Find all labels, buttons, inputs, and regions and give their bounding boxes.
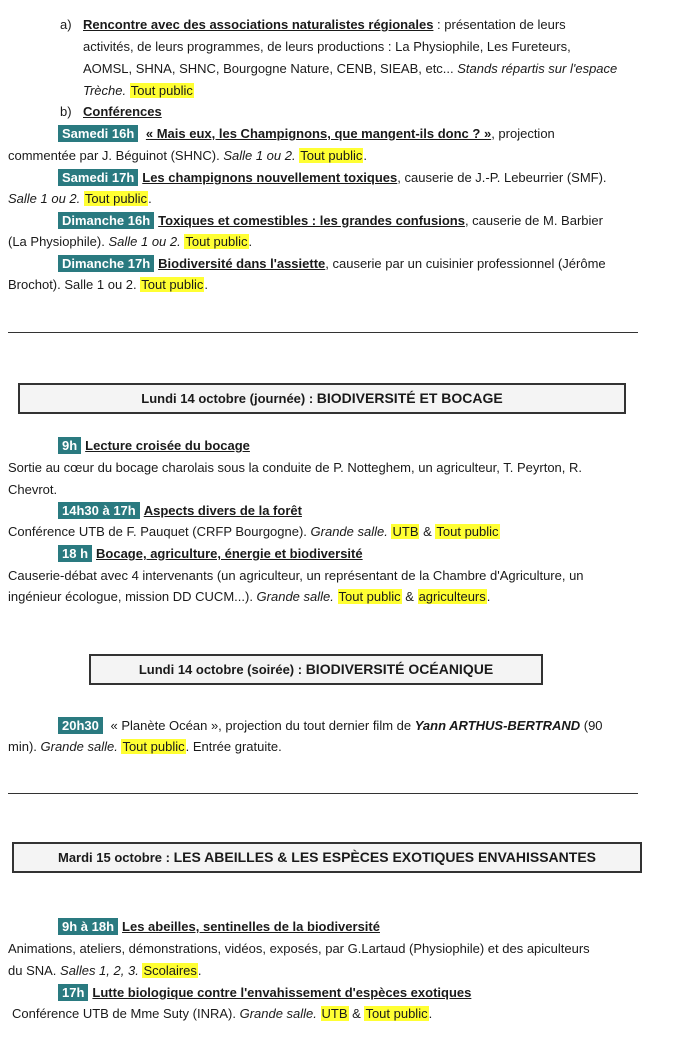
event-detail: min). Grande salle. Tout public. Entrée gratuite. bbox=[8, 739, 282, 754]
conference-title: Toxiques et comestibles : les grandes confusions bbox=[158, 213, 465, 228]
event-title: Bocage, agriculture, énergie et biodiversité bbox=[96, 546, 363, 561]
time-tag: Samedi 16h bbox=[58, 125, 138, 142]
time-tag: 9h bbox=[58, 437, 81, 454]
conference-line: Samedi 17h Les champignons nouvellement toxiques, causerie de J.-P. Lebeurrier (SMF). bbox=[58, 169, 607, 187]
conference-line: Dimanche 16h Toxiques et comestibles : les grandes confusions, causerie de M. Barbier bbox=[58, 212, 603, 230]
section-a-line3: AOMSL, SHNA, SHNC, Bourgogne Nature, CENB, SIEAB, etc... Stands répartis sur l'espace bbox=[83, 61, 618, 76]
event-title: Les abeilles, sentinelles de la biodiversité bbox=[122, 919, 380, 934]
event-detail: du SNA. Salles 1, 2, 3. Scolaires. bbox=[8, 963, 202, 978]
event-detail: Chevrot. bbox=[8, 482, 58, 497]
conference-detail: Brochot). Salle 1 ou 2. Tout public. bbox=[8, 277, 209, 292]
event-detail: Animations, ateliers, démonstrations, vidéos, exposés, par G.Lartaud (Physiophile) et des apiculteurs bbox=[8, 941, 590, 956]
audience-badge: Tout public bbox=[84, 191, 148, 206]
section-a-line4: Trèche. Tout public bbox=[83, 83, 193, 98]
day-header-box: Lundi 14 octobre (journée) : BIODIVERSITÉ ET BOCAGE bbox=[18, 383, 626, 414]
conference-title: Biodiversité dans l'assiette bbox=[158, 256, 326, 271]
conference-title: « Mais eux, les Champignons, que mangent-ils donc ? » bbox=[145, 126, 492, 141]
section-b-title: Conférences bbox=[83, 104, 162, 119]
audience-badge: Tout public bbox=[365, 1006, 428, 1021]
event-detail: ingénieur écologue, mission DD CUCM...). Grande salle. Tout public & agriculteurs. bbox=[8, 589, 491, 604]
divider bbox=[8, 793, 638, 794]
section-a-line2: activités, de leurs programmes, de leurs productions : La Physiophile, Les Fureteurs, bbox=[83, 39, 571, 54]
time-tag: 20h30 bbox=[58, 717, 103, 734]
audience-badge: Tout public bbox=[122, 739, 185, 754]
time-tag: Dimanche 16h bbox=[58, 212, 154, 229]
section-a-label: a) bbox=[60, 17, 72, 32]
event-detail: Conférence UTB de Mme Suty (INRA). Grande salle. UTB & Tout public. bbox=[12, 1006, 433, 1021]
event-title: Aspects divers de la forêt bbox=[143, 503, 302, 518]
audience-badge: Scolaires bbox=[143, 963, 197, 978]
day-header-box: Lundi 14 octobre (soirée) : BIODIVERSITÉ OCÉANIQUE bbox=[89, 654, 543, 685]
conference-line: Samedi 16h « Mais eux, les Champignons, que mangent-ils donc ? », projection bbox=[58, 125, 555, 143]
audience-badge: Tout public bbox=[141, 277, 204, 292]
event-title: Lutte biologique contre l'envahissement d'espèces exotiques bbox=[92, 985, 472, 1000]
time-tag: 18 h bbox=[58, 545, 92, 562]
audience-badge: Tout public bbox=[185, 234, 248, 249]
event-detail: Causerie-débat avec 4 intervenants (un agriculteur, un représentant de la Chambre d'Agriculture, un bbox=[8, 568, 584, 583]
conference-title: Les champignons nouvellement toxiques bbox=[142, 170, 398, 185]
audience-badge: Tout public bbox=[436, 524, 499, 539]
audience-badge: Tout public bbox=[300, 148, 363, 163]
event-detail: Conférence UTB de F. Pauquet (CRFP Bourgogne). Grande salle. UTB & Tout public bbox=[8, 524, 499, 539]
audience-badge: UTB bbox=[392, 524, 419, 539]
conference-detail: Salle 1 ou 2. Tout public. bbox=[8, 191, 152, 206]
conference-line: Dimanche 17h Biodiversité dans l'assiette, causerie par un cuisinier professionnel (Jérôme bbox=[58, 255, 606, 273]
event-title: Lecture croisée du bocage bbox=[85, 438, 250, 453]
event-line bbox=[58, 437, 250, 455]
section-a-title: Rencontre avec des associations naturalistes régionales bbox=[83, 17, 434, 32]
event-line bbox=[58, 918, 380, 936]
section-b-label: b) bbox=[60, 104, 72, 119]
time-tag: Dimanche 17h bbox=[58, 255, 154, 272]
time-tag: Samedi 17h bbox=[58, 169, 138, 186]
conference-detail: (La Physiophile). Salle 1 ou 2. Tout public. bbox=[8, 234, 253, 249]
event-detail: Sortie au cœur du bocage charolais sous la conduite de P. Notteghem, un agriculteur, T. Peyrton, R. bbox=[8, 460, 583, 475]
event-line: 20h30 « Planète Océan », projection du tout dernier film de Yann ARTHUS-BERTRAND (90 bbox=[58, 717, 603, 735]
day-header-box: Mardi 15 octobre : LES ABEILLES & LES ESPÈCES EXOTIQUES ENVAHISSANTES bbox=[12, 842, 642, 873]
audience-badge: Tout public bbox=[130, 83, 193, 98]
audience-badge: agriculteurs bbox=[418, 589, 486, 604]
conference-detail: commentée par J. Béguinot (SHNC). Salle 1 ou 2. Tout public. bbox=[8, 148, 367, 163]
time-tag: 14h30 à 17h bbox=[58, 502, 140, 519]
event-line bbox=[58, 545, 363, 563]
event-line bbox=[58, 502, 302, 520]
time-tag: 9h à 18h bbox=[58, 918, 118, 935]
audience-badge: Tout public bbox=[338, 589, 401, 604]
divider bbox=[8, 332, 638, 333]
section-a-line1: Rencontre avec des associations naturalistes régionales : présentation de leurs bbox=[83, 17, 566, 32]
author-name: Yann ARTHUS-BERTRAND bbox=[414, 718, 581, 733]
event-line bbox=[58, 984, 471, 1002]
audience-badge: UTB bbox=[321, 1006, 348, 1021]
time-tag: 17h bbox=[58, 984, 88, 1001]
